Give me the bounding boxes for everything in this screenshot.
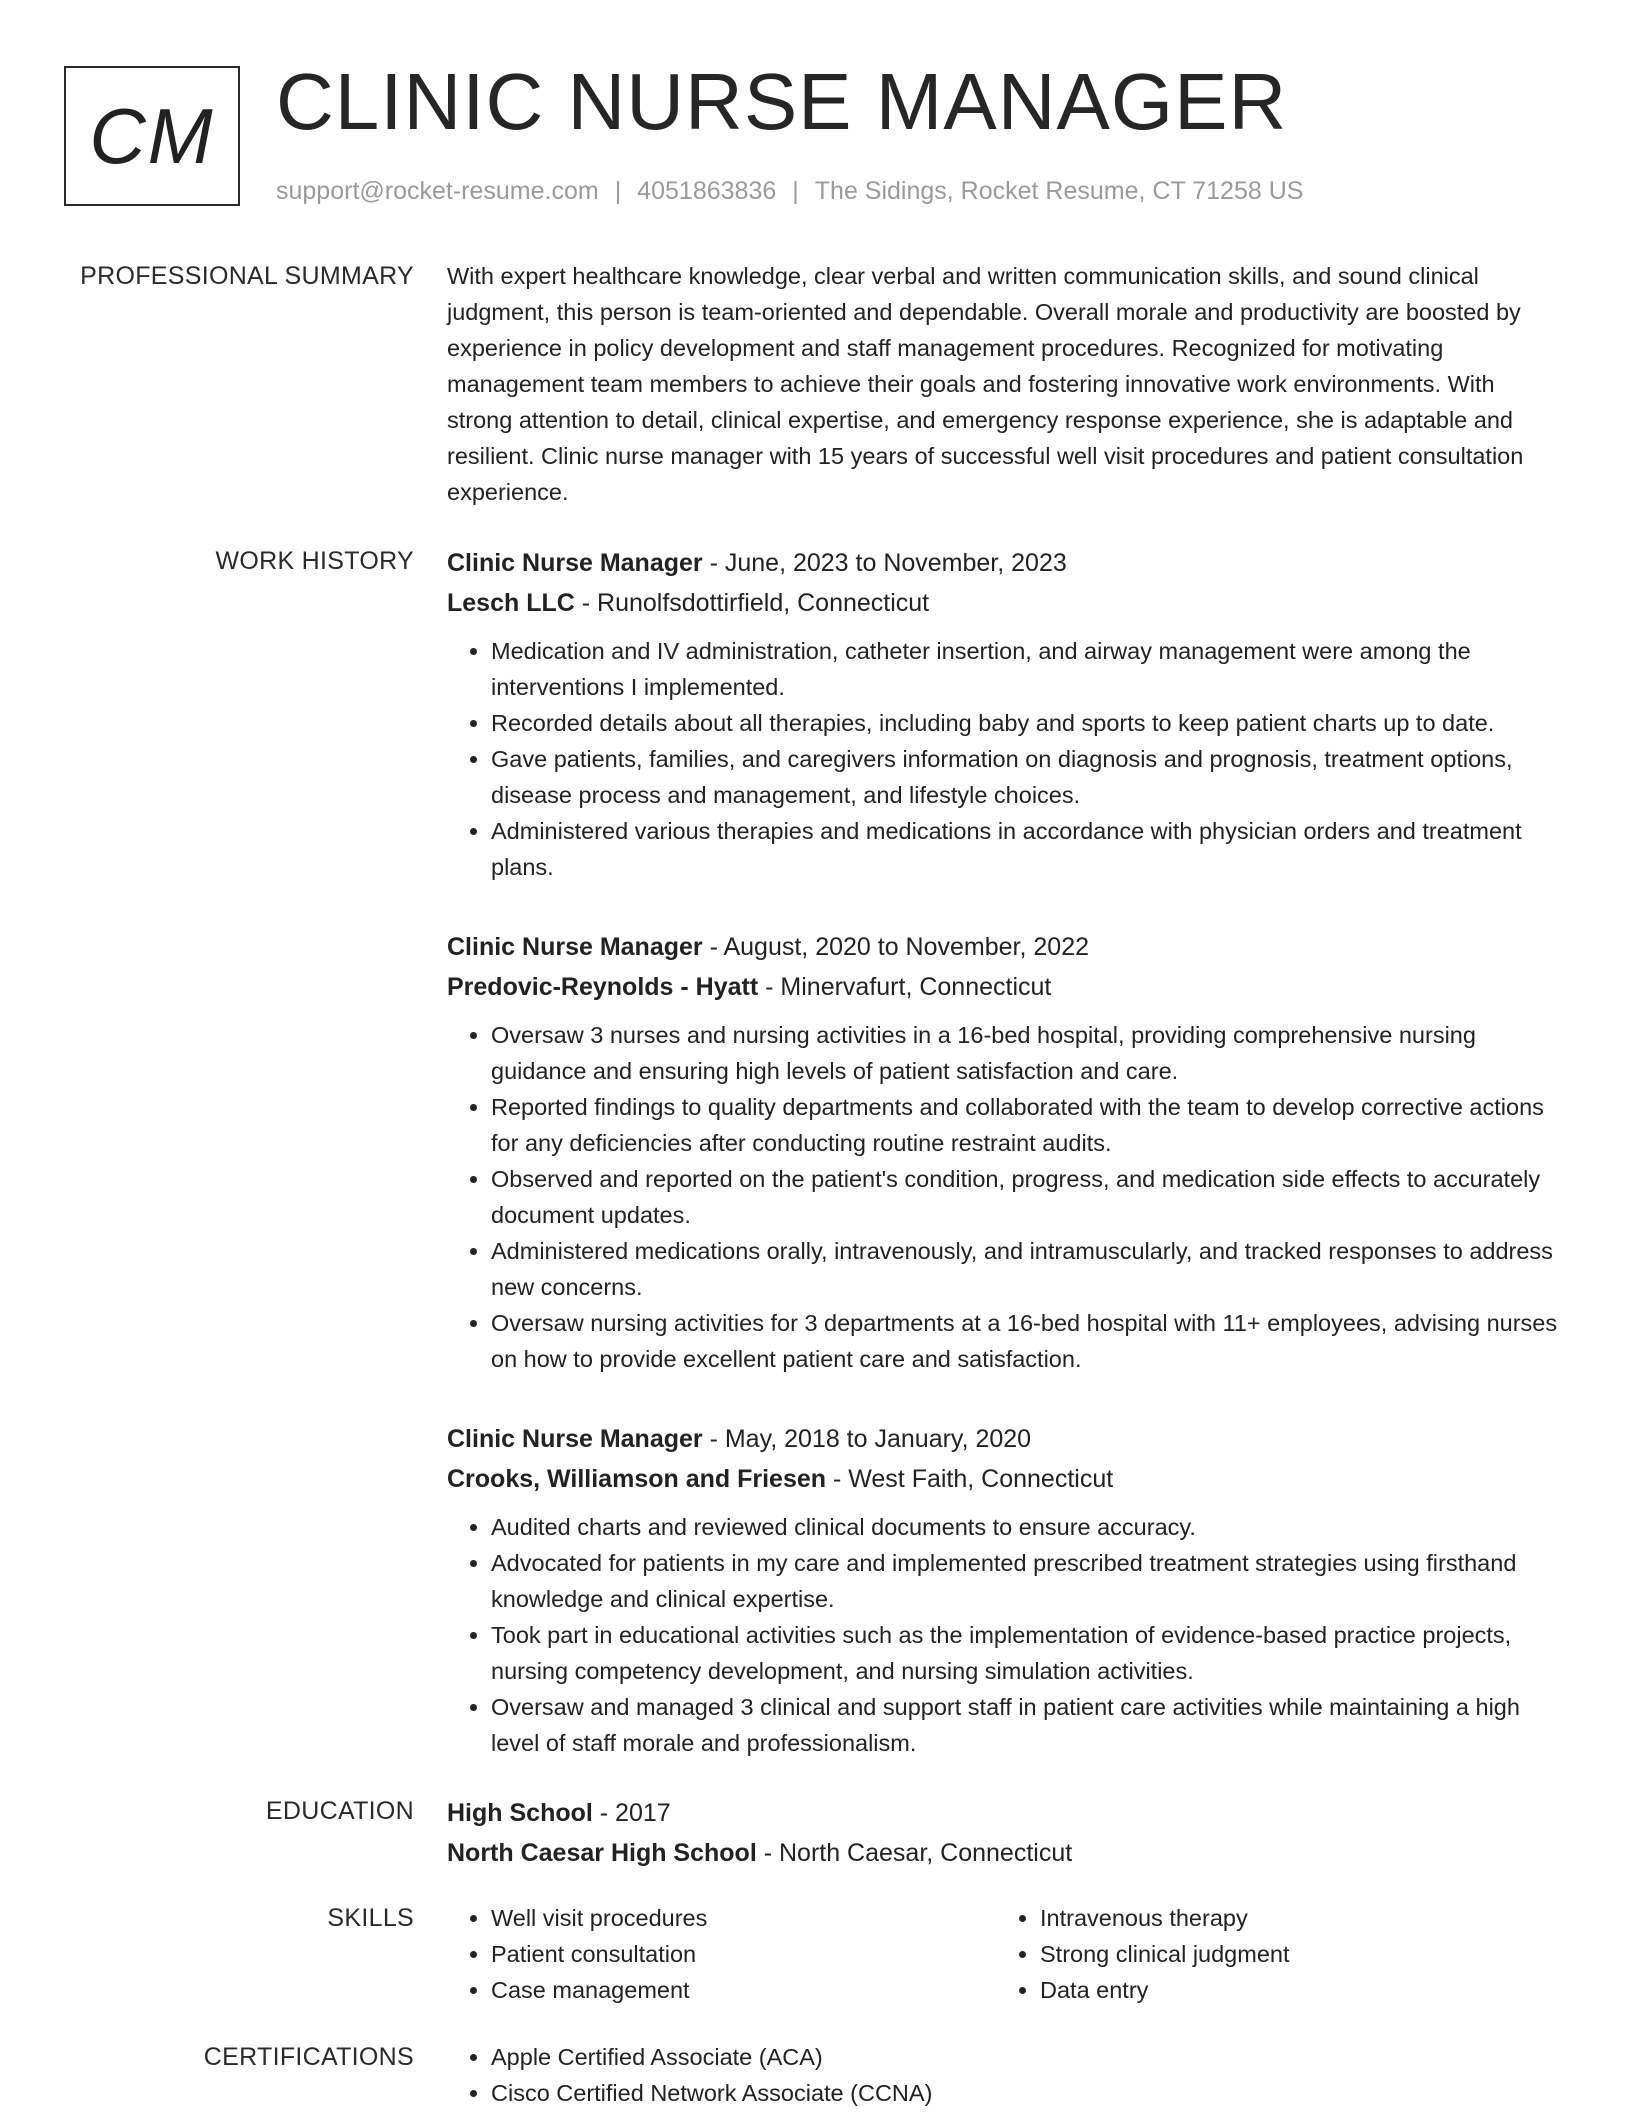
job-bullet: • Reported findings to quality departments and collaborated with the team to develop corrective actions for any deficiencies after conducting routine restraint audits. — [491, 1089, 1562, 1161]
job-bullet: • Oversaw 3 nurses and nursing activities in a 16-bed hospital, providing comprehensive nursing guidance and ensuring high levels of patient satisfaction and care. — [491, 1017, 1562, 1089]
skill-item: • Case management — [491, 1972, 996, 2008]
job-bullet: • Medication and IV administration, catheter insertion, and airway management were among the interventions I implemented. — [491, 633, 1562, 705]
job-location: - West Faith, Connecticut — [826, 1465, 1114, 1493]
skills-grid — [447, 1900, 1562, 2008]
job-title-line — [447, 927, 1562, 967]
job-bullet: • Administered medications orally, intravenously, and intramuscularly, and tracked responses to address new concerns. — [491, 1233, 1562, 1305]
section-label: PROFESSIONAL SUMMARY — [80, 262, 414, 290]
job-company-line — [447, 967, 1562, 1007]
skill-item: • Intravenous therapy — [1040, 1900, 1545, 1936]
contact-line — [276, 174, 1303, 208]
job-entry — [447, 927, 1562, 1377]
section-label: SKILLS — [327, 1904, 414, 1932]
contact-separator: | — [792, 177, 799, 205]
certification-list — [447, 2039, 1562, 2111]
monogram-box — [64, 66, 240, 206]
job-bullet: • Audited charts and reviewed clinical documents to ensure accuracy. — [491, 1509, 1562, 1545]
contact-phone: 4051863836 — [637, 177, 777, 205]
job-location: - Minervafurt, Connecticut — [758, 973, 1052, 1001]
job-title-line — [447, 1419, 1562, 1459]
job-dates: - June, 2023 to November, 2023 — [702, 549, 1067, 577]
job-company: Crooks, Williamson and Friesen — [447, 1465, 827, 1493]
section-label: CERTIFICATIONS — [203, 2043, 414, 2071]
contact-email: support@rocket-resume.com — [276, 177, 599, 205]
job-location: - Runolfsdottirfield, Connecticut — [574, 589, 930, 617]
job-company: Predovic-Reynolds - Hyatt — [447, 973, 759, 1001]
summary-text: With expert healthcare knowledge, clear verbal and written communication skills, and sound clinical judgment, this person is team-oriented and dependable. Overall morale and productivity are boosted by experience in policy development and staff management procedures. Recognized for motivating management team members to achieve their goals and fostering innovative work environments. With strong attention to detail, clinical expertise, and emergency response experience, she is adaptable and resilient. Clinic nurse manager with 15 years of successful well visit procedures and patient consultation experience. — [447, 263, 1524, 505]
job-bullet: • Gave patients, families, and caregivers information on diagnosis and prognosis, treatment options, disease process and management, and lifestyle choices. — [491, 741, 1562, 813]
skill-item: • Data entry — [1040, 1972, 1545, 2008]
education-degree: High School — [447, 1799, 593, 1827]
monogram-initials: CM — [89, 91, 215, 180]
job-bullet: • Observed and reported on the patient's condition, progress, and medication side effects to accurately document updates. — [491, 1161, 1562, 1233]
resume-title: CLINIC NURSE MANAGER — [276, 57, 1288, 146]
skill-item: • Strong clinical judgment — [1040, 1936, 1545, 1972]
job-company: Lesch LLC — [447, 589, 575, 617]
job-entry — [447, 543, 1562, 885]
job-bullet: • Oversaw and managed 3 clinical and support staff in patient care activities while maintaining a high level of staff morale and professionalism. — [491, 1689, 1562, 1761]
job-dates: - August, 2020 to November, 2022 — [702, 933, 1090, 961]
job-company-line — [447, 583, 1562, 623]
job-title: Clinic Nurse Manager — [447, 549, 703, 577]
job-bullets — [447, 633, 1562, 885]
education-year: - 2017 — [592, 1799, 671, 1827]
certification-item: • Apple Certified Associate (ACA) — [491, 2039, 1562, 2075]
certification-item: • Cisco Certified Network Associate (CCNA) — [491, 2075, 1562, 2111]
job-bullet: • Took part in educational activities such as the implementation of evidence-based practice projects, nursing competency development, and nursing simulation activities. — [491, 1617, 1562, 1689]
job-bullet: • Oversaw nursing activities for 3 departments at a 16-bed hospital with 11+ employees, advising nurses on how to provide excellent patient care and satisfaction. — [491, 1305, 1562, 1377]
section-label: EDUCATION — [265, 1797, 414, 1825]
education-degree-line — [447, 1793, 1562, 1833]
job-bullet: • Recorded details about all therapies, including baby and sports to keep patient charts up to date. — [491, 705, 1562, 741]
job-bullets — [447, 1017, 1562, 1377]
education-school-line — [447, 1833, 1562, 1873]
job-title-line — [447, 543, 1562, 583]
job-company-line — [447, 1459, 1562, 1499]
contact-separator: | — [614, 177, 622, 205]
job-bullet: • Advocated for patients in my care and implemented prescribed treatment strategies using firsthand knowledge and clinical expertise. — [491, 1545, 1562, 1617]
job-bullet: • Administered various therapies and medications in accordance with physician orders and treatment plans. — [491, 813, 1562, 885]
job-bullets — [447, 1509, 1562, 1761]
education-school: North Caesar High School — [447, 1839, 757, 1867]
contact-address: The Sidings, Rocket Resume, CT 71258 US — [814, 177, 1304, 205]
job-entry — [447, 1419, 1562, 1761]
job-title: Clinic Nurse Manager — [447, 933, 703, 961]
education-location: - North Caesar, Connecticut — [756, 1839, 1073, 1867]
job-title: Clinic Nurse Manager — [447, 1425, 703, 1453]
job-dates: - May, 2018 to January, 2020 — [702, 1425, 1032, 1453]
skill-item: • Well visit procedures — [491, 1900, 996, 1936]
section-label: WORK HISTORY — [215, 547, 414, 575]
skills-column-right — [996, 1900, 1545, 2008]
skill-item: • Patient consultation — [491, 1936, 996, 1972]
skills-column-left — [447, 1900, 996, 2008]
